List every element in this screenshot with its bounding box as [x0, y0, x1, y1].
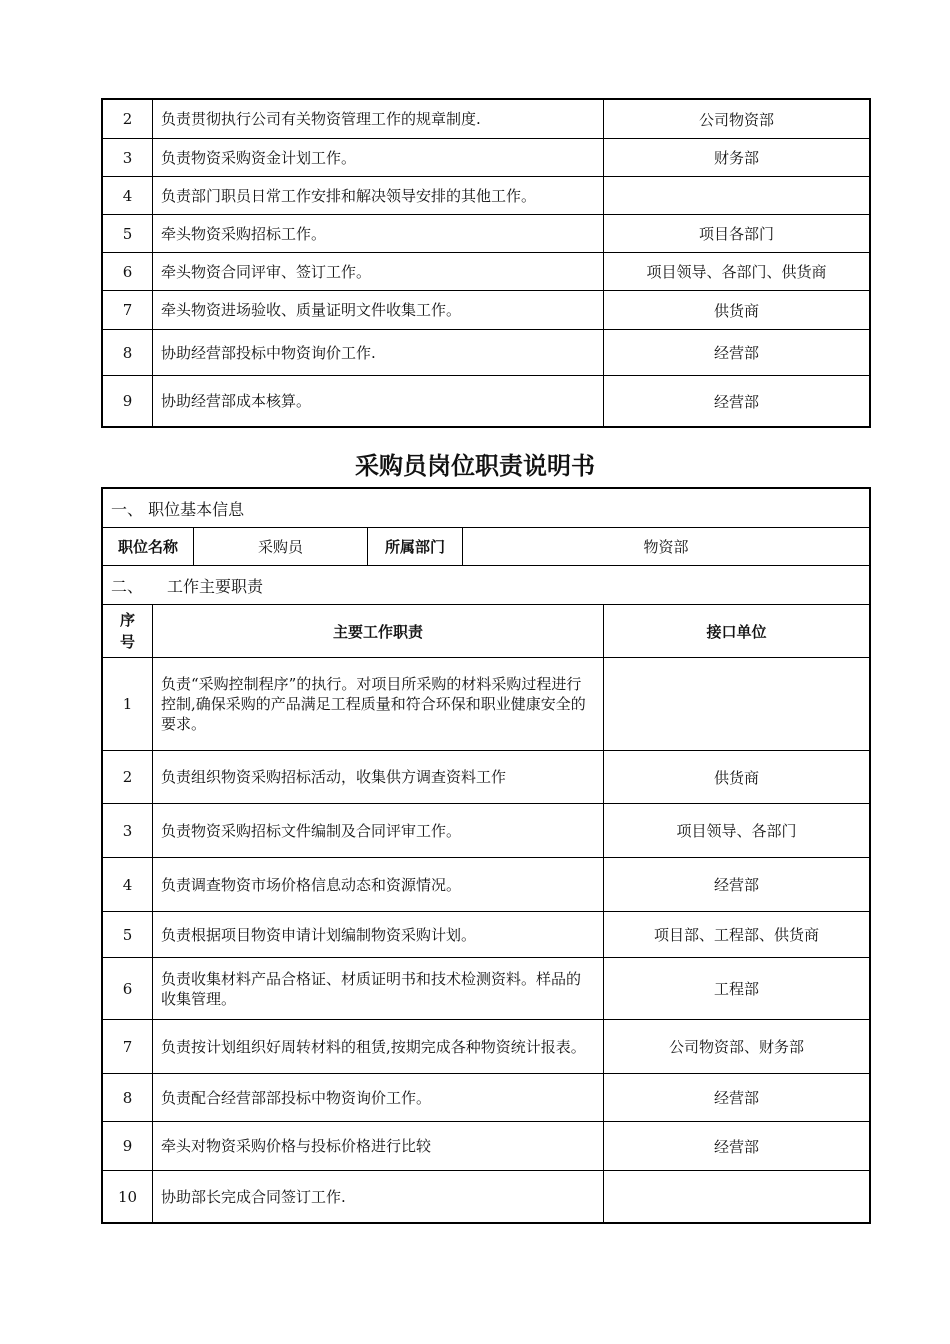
department-value: 物资部 — [463, 528, 870, 566]
interface-unit: 经营部 — [604, 376, 870, 427]
table-row — [103, 804, 870, 858]
interface-unit: 经营部 — [604, 1074, 870, 1122]
header-number: 序号 — [103, 605, 153, 658]
duty-text: 负责物资采购招标文件编制及合同评审工作。 — [153, 804, 604, 858]
interface-unit: 财务部 — [604, 139, 870, 177]
interface-unit: 公司物资部 — [604, 100, 870, 139]
row-number: 3 — [103, 139, 153, 177]
duty-text: 牵头物资进场验收、质量证明文件收集工作。 — [153, 291, 604, 330]
duty-text: 协助部长完成合同签订工作. — [153, 1171, 604, 1223]
duty-text: 牵头对物资采购价格与投标价格进行比较 — [153, 1122, 604, 1171]
position-name-value: 采购员 — [194, 528, 368, 566]
table-row — [103, 376, 870, 427]
row-number: 4 — [103, 177, 153, 215]
section-header-row — [103, 566, 870, 605]
row-number: 2 — [103, 751, 153, 804]
duty-text: 负责配合经营部部投标中物资询价工作。 — [153, 1074, 604, 1122]
section-basic-info: 一、 职位基本信息 — [103, 489, 870, 528]
position-name-label: 职位名称 — [103, 528, 194, 566]
table-row — [103, 858, 870, 912]
interface-unit: 经营部 — [604, 858, 870, 912]
row-number: 8 — [103, 330, 153, 376]
section-header-row — [103, 489, 870, 528]
header-interface: 接口单位 — [604, 605, 870, 658]
row-number: 5 — [103, 215, 153, 253]
duty-text: 负责“采购控制程序”的执行。对项目所采购的材料采购过程进行控制,确保采购的产品满足工程质量和符合环保和职业健康安全的要求。 — [153, 658, 604, 751]
row-number: 9 — [103, 376, 153, 427]
duty-text: 负责调查物资市场价格信息动态和资源情况。 — [153, 858, 604, 912]
interface-unit — [604, 1171, 870, 1223]
duty-text: 负责组织物资采购招标活动，收集供方调查资料工作 — [153, 751, 604, 804]
table-row — [103, 1171, 870, 1223]
duty-text: 负责物资采购资金计划工作。 — [153, 139, 604, 177]
table-row — [103, 1074, 870, 1122]
section-main-duties: 二、 工作主要职责 — [103, 566, 870, 605]
job-description-table — [102, 488, 870, 1223]
top-duties-table — [102, 99, 870, 427]
duty-text: 协助经营部成本核算。 — [153, 376, 604, 427]
position-info-row — [103, 528, 870, 566]
duty-text: 负责根据项目物资申请计划编制物资采购计划。 — [153, 912, 604, 958]
interface-unit — [604, 658, 870, 751]
row-number: 3 — [103, 804, 153, 858]
duty-text: 协助经营部投标中物资询价工作. — [153, 330, 604, 376]
interface-unit: 项目领导、各部门、供货商 — [604, 253, 870, 291]
row-number: 1 — [103, 658, 153, 751]
table-row — [103, 291, 870, 330]
table-row — [103, 912, 870, 958]
column-header-row — [103, 605, 870, 658]
duty-text: 牵头物资合同评审、签订工作。 — [153, 253, 604, 291]
row-number: 7 — [103, 291, 153, 330]
table-row — [103, 958, 870, 1020]
duty-text: 负责贯彻执行公司有关物资管理工作的规章制度. — [153, 100, 604, 139]
table-row — [103, 139, 870, 177]
interface-unit: 供货商 — [604, 751, 870, 804]
duty-text: 负责按计划组织好周转材料的租赁,按期完成各种物资统计报表。 — [153, 1020, 604, 1074]
table-row — [103, 658, 870, 751]
table-row — [103, 1122, 870, 1171]
row-number: 2 — [103, 100, 153, 139]
document-title: 采购员岗位职责说明书 — [355, 452, 595, 480]
table-row — [103, 215, 870, 253]
row-number: 10 — [103, 1171, 153, 1223]
header-duty: 主要工作职责 — [153, 605, 604, 658]
interface-unit: 供货商 — [604, 291, 870, 330]
row-number: 6 — [103, 958, 153, 1020]
table-row — [103, 100, 870, 139]
row-number: 7 — [103, 1020, 153, 1074]
interface-unit: 项目部、工程部、供货商 — [604, 912, 870, 958]
interface-unit: 公司物资部、财务部 — [604, 1020, 870, 1074]
interface-unit — [604, 177, 870, 215]
duty-text: 负责收集材料产品合格证、材质证明书和技术检测资料。样品的收集管理。 — [153, 958, 604, 1020]
table-row — [103, 330, 870, 376]
interface-unit: 经营部 — [604, 330, 870, 376]
row-number: 8 — [103, 1074, 153, 1122]
interface-unit: 项目领导、各部门 — [604, 804, 870, 858]
row-number: 9 — [103, 1122, 153, 1171]
table-row — [103, 751, 870, 804]
interface-unit: 经营部 — [604, 1122, 870, 1171]
table-row — [103, 253, 870, 291]
duty-text: 负责部门职员日常工作安排和解决领导安排的其他工作。 — [153, 177, 604, 215]
table-row — [103, 1020, 870, 1074]
duty-text: 牵头物资采购招标工作。 — [153, 215, 604, 253]
interface-unit: 工程部 — [604, 958, 870, 1020]
row-number: 6 — [103, 253, 153, 291]
interface-unit: 项目各部门 — [604, 215, 870, 253]
row-number: 4 — [103, 858, 153, 912]
table-row — [103, 177, 870, 215]
row-number: 5 — [103, 912, 153, 958]
department-label: 所属部门 — [368, 528, 463, 566]
